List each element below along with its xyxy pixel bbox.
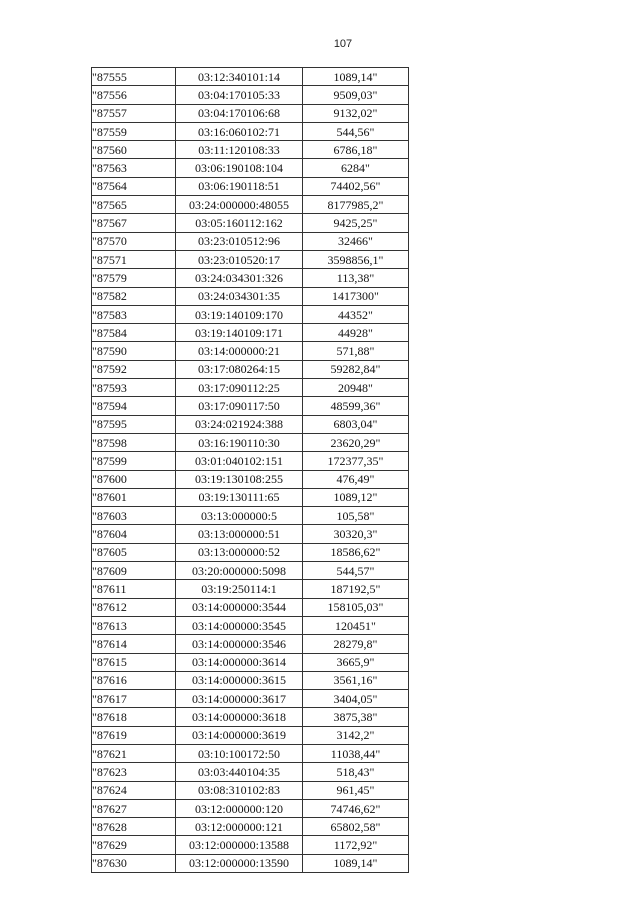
- record-id-cell: "87601: [92, 488, 176, 506]
- cadastral-number-cell: 03:16:060102:71: [176, 122, 303, 140]
- value-cell: 3665,9": [303, 653, 409, 671]
- record-id-cell: "87612: [92, 598, 176, 616]
- table-row: [92, 122, 409, 140]
- cadastral-number-cell: 03:03:440104:35: [176, 763, 303, 781]
- value-cell: 1089,14": [303, 854, 409, 872]
- table-row: [92, 470, 409, 488]
- cadastral-number-cell: 03:06:190108:104: [176, 159, 303, 177]
- value-cell: 544,56": [303, 122, 409, 140]
- value-cell: 1417300": [303, 287, 409, 305]
- table-row: [92, 726, 409, 744]
- value-cell: 6786,18": [303, 141, 409, 159]
- record-id-cell: "87570: [92, 232, 176, 250]
- cadastral-number-cell: 03:23:010512:96: [176, 232, 303, 250]
- record-id-cell: "87560: [92, 141, 176, 159]
- record-id-cell: "87563: [92, 159, 176, 177]
- value-cell: 3404,05": [303, 690, 409, 708]
- table-row: [92, 232, 409, 250]
- record-id-cell: "87630: [92, 854, 176, 872]
- table-row: [92, 141, 409, 159]
- value-cell: 3875,38": [303, 708, 409, 726]
- cadastral-number-cell: 03:05:160112:162: [176, 214, 303, 232]
- value-cell: 187192,5": [303, 580, 409, 598]
- value-cell: 9132,02": [303, 104, 409, 122]
- cadastral-number-cell: 03:24:034301:35: [176, 287, 303, 305]
- value-cell: 48599,36": [303, 397, 409, 415]
- record-id-cell: "87614: [92, 635, 176, 653]
- record-id-cell: "87592: [92, 360, 176, 378]
- record-id-cell: "87615: [92, 653, 176, 671]
- cadastral-number-cell: 03:13:000000:51: [176, 525, 303, 543]
- value-cell: 544,57": [303, 562, 409, 580]
- record-id-cell: "87559: [92, 122, 176, 140]
- record-id-cell: "87582: [92, 287, 176, 305]
- cadastral-number-cell: 03:12:000000:121: [176, 818, 303, 836]
- cadastral-number-cell: 03:12:340101:14: [176, 68, 303, 86]
- value-cell: 158105,03": [303, 598, 409, 616]
- record-id-cell: "87579: [92, 269, 176, 287]
- cadastral-number-cell: 03:08:310102:83: [176, 781, 303, 799]
- table-row: [92, 690, 409, 708]
- record-id-cell: "87611: [92, 580, 176, 598]
- cadastral-number-cell: 03:16:190110:30: [176, 433, 303, 451]
- value-cell: 6284": [303, 159, 409, 177]
- record-id-cell: "87567: [92, 214, 176, 232]
- cadastral-number-cell: 03:19:140109:170: [176, 305, 303, 323]
- cadastral-number-cell: 03:19:140109:171: [176, 324, 303, 342]
- record-id-cell: "87593: [92, 379, 176, 397]
- value-cell: 32466": [303, 232, 409, 250]
- record-id-cell: "87604: [92, 525, 176, 543]
- table-row: [92, 360, 409, 378]
- cadastral-number-cell: 03:14:000000:3619: [176, 726, 303, 744]
- table-row: [92, 507, 409, 525]
- record-id-cell: "87619: [92, 726, 176, 744]
- record-id-cell: "87618: [92, 708, 176, 726]
- cadastral-number-cell: 03:19:130111:65: [176, 488, 303, 506]
- table-row: [92, 86, 409, 104]
- table-row: [92, 799, 409, 817]
- table-row: [92, 708, 409, 726]
- table-row: [92, 379, 409, 397]
- record-id-cell: "87571: [92, 250, 176, 268]
- data-table: [91, 67, 409, 873]
- value-cell: 961,45": [303, 781, 409, 799]
- cadastral-number-cell: 03:04:170106:68: [176, 104, 303, 122]
- table-row: [92, 671, 409, 689]
- table-row: [92, 305, 409, 323]
- value-cell: 3561,16": [303, 671, 409, 689]
- table-row: [92, 269, 409, 287]
- table-row: [92, 854, 409, 872]
- table-row: [92, 250, 409, 268]
- cadastral-number-cell: 03:11:120108:33: [176, 141, 303, 159]
- record-id-cell: "87590: [92, 342, 176, 360]
- table-row: [92, 196, 409, 214]
- table-row: [92, 324, 409, 342]
- cadastral-number-cell: 03:12:000000:13590: [176, 854, 303, 872]
- record-id-cell: "87555: [92, 68, 176, 86]
- value-cell: 113,38": [303, 269, 409, 287]
- table-row: [92, 397, 409, 415]
- record-id-cell: "87628: [92, 818, 176, 836]
- record-id-cell: "87613: [92, 616, 176, 634]
- cadastral-number-cell: 03:17:080264:15: [176, 360, 303, 378]
- value-cell: 3142,2": [303, 726, 409, 744]
- value-cell: 20948": [303, 379, 409, 397]
- cadastral-number-cell: 03:14:000000:3544: [176, 598, 303, 616]
- table-row: [92, 342, 409, 360]
- value-cell: 3598856,1": [303, 250, 409, 268]
- record-id-cell: "87594: [92, 397, 176, 415]
- value-cell: 105,58": [303, 507, 409, 525]
- value-cell: 30320,3": [303, 525, 409, 543]
- table-row: [92, 214, 409, 232]
- value-cell: 74402,56": [303, 177, 409, 195]
- table-row: [92, 616, 409, 634]
- record-id-cell: "87609: [92, 562, 176, 580]
- table-row: [92, 635, 409, 653]
- record-id-cell: "87595: [92, 415, 176, 433]
- cadastral-number-cell: 03:19:250114:1: [176, 580, 303, 598]
- record-id-cell: "87565: [92, 196, 176, 214]
- cadastral-number-cell: 03:14:000000:3614: [176, 653, 303, 671]
- table-row: [92, 68, 409, 86]
- value-cell: 44928": [303, 324, 409, 342]
- table-row: [92, 433, 409, 451]
- value-cell: 23620,29": [303, 433, 409, 451]
- value-cell: 59282,84": [303, 360, 409, 378]
- record-id-cell: "87617: [92, 690, 176, 708]
- cadastral-number-cell: 03:17:090117:50: [176, 397, 303, 415]
- table-row: [92, 415, 409, 433]
- cadastral-number-cell: 03:24:000000:48055: [176, 196, 303, 214]
- record-id-cell: "87557: [92, 104, 176, 122]
- table-row: [92, 653, 409, 671]
- value-cell: 120451": [303, 616, 409, 634]
- cadastral-number-cell: 03:13:000000:5: [176, 507, 303, 525]
- table-row: [92, 744, 409, 762]
- cadastral-number-cell: 03:14:000000:3545: [176, 616, 303, 634]
- value-cell: 476,49": [303, 470, 409, 488]
- value-cell: 571,88": [303, 342, 409, 360]
- cadastral-number-cell: 03:17:090112:25: [176, 379, 303, 397]
- table-row: [92, 763, 409, 781]
- value-cell: 9425,25": [303, 214, 409, 232]
- value-cell: 9509,03": [303, 86, 409, 104]
- table-row: [92, 598, 409, 616]
- value-cell: 1172,92": [303, 836, 409, 854]
- cadastral-number-cell: 03:14:000000:3617: [176, 690, 303, 708]
- record-id-cell: "87599: [92, 452, 176, 470]
- table-row: [92, 543, 409, 561]
- value-cell: 518,43": [303, 763, 409, 781]
- value-cell: 44352": [303, 305, 409, 323]
- record-id-cell: "87600: [92, 470, 176, 488]
- table-row: [92, 818, 409, 836]
- value-cell: 1089,12": [303, 488, 409, 506]
- value-cell: 65802,58": [303, 818, 409, 836]
- table-row: [92, 781, 409, 799]
- record-id-cell: "87583: [92, 305, 176, 323]
- cadastral-number-cell: 03:20:000000:5098: [176, 562, 303, 580]
- value-cell: 11038,44": [303, 744, 409, 762]
- cadastral-number-cell: 03:12:000000:13588: [176, 836, 303, 854]
- value-cell: 28279,8": [303, 635, 409, 653]
- record-id-cell: "87603: [92, 507, 176, 525]
- table-body: [92, 68, 409, 873]
- page-number: 107: [333, 38, 353, 50]
- value-cell: 74746,62": [303, 799, 409, 817]
- value-cell: 8177985,2": [303, 196, 409, 214]
- cadastral-number-cell: 03:13:000000:52: [176, 543, 303, 561]
- record-id-cell: "87564: [92, 177, 176, 195]
- record-id-cell: "87605: [92, 543, 176, 561]
- table-row: [92, 177, 409, 195]
- table-row: [92, 104, 409, 122]
- record-id-cell: "87627: [92, 799, 176, 817]
- cadastral-number-cell: 03:19:130108:255: [176, 470, 303, 488]
- table-row: [92, 836, 409, 854]
- table-row: [92, 287, 409, 305]
- table-row: [92, 488, 409, 506]
- record-id-cell: "87629: [92, 836, 176, 854]
- record-id-cell: "87584: [92, 324, 176, 342]
- cadastral-number-cell: 03:23:010520:17: [176, 250, 303, 268]
- cadastral-number-cell: 03:01:040102:151: [176, 452, 303, 470]
- record-id-cell: "87616: [92, 671, 176, 689]
- value-cell: 18586,62": [303, 543, 409, 561]
- cadastral-number-cell: 03:04:170105:33: [176, 86, 303, 104]
- cadastral-number-cell: 03:14:000000:21: [176, 342, 303, 360]
- cadastral-number-cell: 03:10:100172:50: [176, 744, 303, 762]
- cadastral-number-cell: 03:24:034301:326: [176, 269, 303, 287]
- cadastral-number-cell: 03:14:000000:3615: [176, 671, 303, 689]
- value-cell: 6803,04": [303, 415, 409, 433]
- record-id-cell: "87556: [92, 86, 176, 104]
- table-row: [92, 580, 409, 598]
- table-row: [92, 525, 409, 543]
- cadastral-number-cell: 03:12:000000:120: [176, 799, 303, 817]
- cadastral-number-cell: 03:24:021924:388: [176, 415, 303, 433]
- table-row: [92, 562, 409, 580]
- cadastral-number-cell: 03:06:190118:51: [176, 177, 303, 195]
- table-row: [92, 159, 409, 177]
- record-id-cell: "87598: [92, 433, 176, 451]
- cadastral-number-cell: 03:14:000000:3618: [176, 708, 303, 726]
- table-row: [92, 452, 409, 470]
- record-id-cell: "87623: [92, 763, 176, 781]
- record-id-cell: "87621: [92, 744, 176, 762]
- value-cell: 1089,14": [303, 68, 409, 86]
- value-cell: 172377,35": [303, 452, 409, 470]
- record-id-cell: "87624: [92, 781, 176, 799]
- cadastral-number-cell: 03:14:000000:3546: [176, 635, 303, 653]
